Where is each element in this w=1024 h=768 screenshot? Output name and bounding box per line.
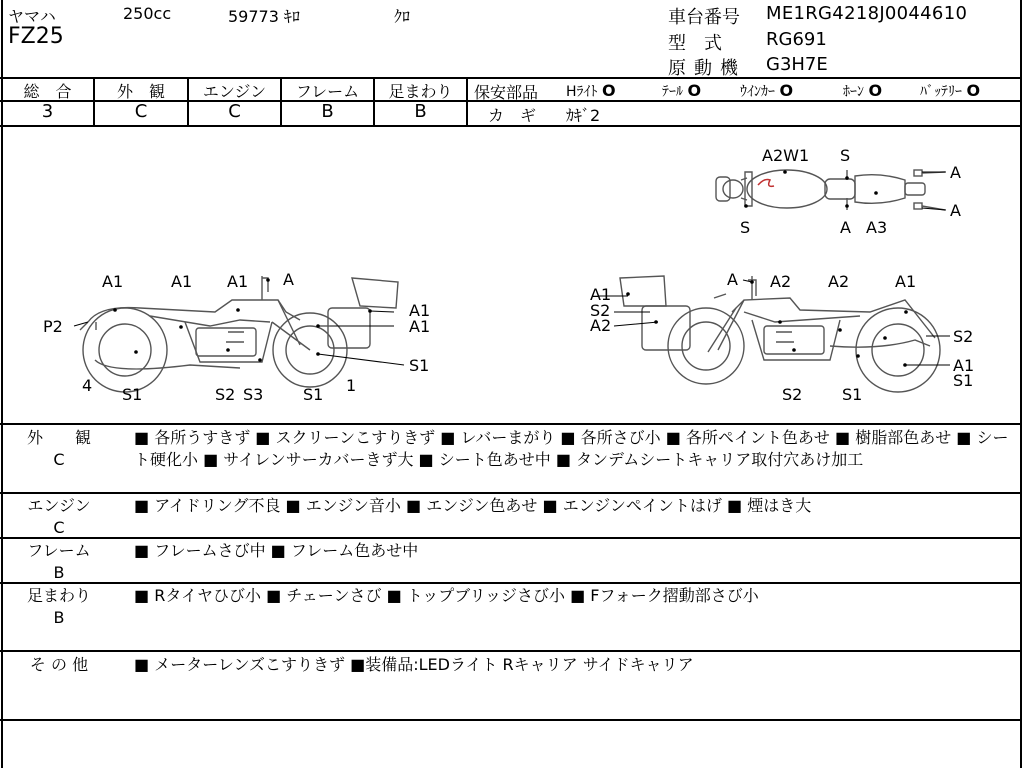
- divider: [0, 650, 1022, 652]
- right-label-s1-r: S1: [953, 371, 974, 390]
- grade-engine-label: エンジン: [202, 82, 267, 101]
- left-label-4: 4: [82, 376, 93, 395]
- engine-label: 原動機: [668, 58, 746, 79]
- left-label-a1-2: A1: [171, 272, 193, 291]
- divider: [466, 77, 468, 125]
- frame-no-label: 車台番号: [668, 7, 740, 28]
- border-right: [1020, 0, 1022, 768]
- engine-code: G3H7E: [766, 54, 828, 75]
- top-label-s: S: [840, 146, 851, 165]
- safety-battery-mark: O: [966, 81, 981, 100]
- safety-winker-label: ｳｲﾝｶｰ: [740, 84, 775, 100]
- safety-headlight-label: Hﾗｲﾄ: [566, 84, 598, 100]
- right-label-a1-tr: A1: [895, 272, 917, 291]
- top-label-a3: A3: [866, 218, 888, 237]
- mileage: 59773 ｷﾛ: [228, 7, 300, 26]
- section-other-title: そ の 他: [29, 655, 89, 674]
- right-label-a1-r: A1: [953, 356, 975, 375]
- section-suspension-grade: B: [53, 608, 65, 627]
- right-label-a2-1: A2: [770, 272, 792, 291]
- maker: ヤマハ: [8, 7, 56, 26]
- displacement: 250cc: [123, 4, 172, 23]
- safety-winker-mark: O: [779, 81, 794, 100]
- safety-battery-label: ﾊﾞｯﾃﾘｰ: [920, 84, 962, 100]
- top-label-s-bottom: S: [740, 218, 751, 237]
- key-label: カ ギ: [488, 106, 537, 125]
- model-code-label: 型 式: [668, 33, 722, 54]
- safety-headlight-mark: O: [601, 81, 616, 100]
- grade-total-value: 3: [41, 101, 54, 122]
- top-label-a-r1: A: [950, 163, 961, 182]
- right-label-s1-b: S1: [842, 385, 863, 404]
- divider: [0, 582, 1022, 584]
- grade-exterior-label: 外 観: [116, 82, 165, 101]
- frame-no: ME1RG4218J0044610: [766, 3, 968, 24]
- left-label-a1-1: A1: [102, 272, 124, 291]
- grade-frame-value: B: [321, 101, 334, 122]
- left-label-s1-r: S1: [409, 356, 430, 375]
- top-view-motorcycle: [716, 170, 945, 210]
- divider: [0, 423, 1022, 425]
- section-engine-title: エンジン: [27, 496, 91, 515]
- divider: [0, 719, 1022, 721]
- safety-battery: [920, 81, 980, 101]
- divider: [0, 492, 1022, 494]
- left-label-a1-r1: A1: [409, 301, 431, 320]
- safety-horn: [843, 81, 882, 101]
- section-suspension-title: 足まわり: [26, 586, 91, 605]
- grade-exterior-value: C: [134, 101, 148, 122]
- left-label-1: 1: [346, 376, 357, 395]
- right-label-a2-2: A2: [828, 272, 850, 291]
- section-frame-grade: B: [53, 563, 65, 582]
- right-label-s2-l: S2: [590, 301, 611, 320]
- safety-tail-mark: O: [687, 81, 702, 100]
- section-frame-title: フレーム: [27, 541, 91, 560]
- damage-diagram: [0, 127, 1020, 422]
- section-engine-grade: C: [53, 518, 65, 537]
- safety-horn-label: ﾎｰﾝ: [843, 84, 864, 100]
- grade-total-label: 総 合: [23, 82, 72, 101]
- right-label-a2-l: A2: [590, 316, 612, 335]
- grade-frame-label: フレーム: [295, 82, 360, 101]
- right-label-s2-b: S2: [782, 385, 803, 404]
- safety-headlight: [566, 81, 616, 101]
- section-frame-text: ■ フレームさび中 ■ フレーム色あせ中: [134, 541, 419, 560]
- safety-label: 保安部品: [474, 83, 539, 102]
- grade-suspension-label: 足まわり: [388, 82, 453, 101]
- grade-suspension-value: B: [414, 101, 427, 122]
- left-label-s1-a: S1: [122, 385, 143, 404]
- right-label-s2-r: S2: [953, 327, 974, 346]
- top-label-a-r2: A: [950, 201, 961, 220]
- left-label-p2: P2: [43, 317, 63, 336]
- right-label-a1-l: A1: [590, 285, 612, 304]
- safety-winker: [740, 81, 793, 101]
- right-view-motorcycle: [620, 276, 940, 392]
- left-label-s2: S2: [215, 385, 236, 404]
- left-view-motorcycle: [80, 276, 398, 392]
- safety-tail-label: ﾃｰﾙ: [662, 84, 683, 100]
- left-label-s1-b: S1: [303, 385, 324, 404]
- top-label-a-bottom: A: [840, 218, 851, 237]
- color: ｸﾛ: [394, 7, 411, 26]
- section-suspension-text: ■ Rタイヤひび小 ■ チェーンさび ■ トップブリッジさび小 ■ Fフォーク摺動部さび小: [134, 586, 759, 605]
- safety-tail: [662, 81, 701, 101]
- key-value: ｶｷﾞ2: [566, 106, 601, 125]
- top-label-a2w1: A2W1: [762, 146, 810, 165]
- left-label-a-mirror: A: [283, 270, 294, 289]
- section-engine-text: ■ アイドリング不良 ■ エンジン音小 ■ エンジン色あせ ■ エンジンペイントはげ ■ 煙はき大: [134, 496, 812, 515]
- section-exterior-text: ■ 各所うすきず ■ スクリーンこすりきず ■ レバーまがり ■ 各所さび小 ■ 各所ペイント色あせ ■ 樹脂部色あせ ■ シート硬化小 ■ サイレンサーカバーきず大 ■ シート色あせ中 ■ タンデムシートキャリア取付穴あけ加工: [134, 428, 1009, 469]
- divider: [0, 537, 1022, 539]
- model-name: FZ25: [8, 24, 64, 49]
- grade-engine-value: C: [228, 101, 241, 122]
- safety-horn-mark: O: [868, 81, 883, 100]
- left-label-a1-3: A1: [227, 272, 249, 291]
- section-exterior-grade: C: [53, 450, 65, 469]
- right-label-a-mirror: A: [727, 270, 738, 289]
- section-exterior-title: 外 観: [26, 428, 91, 447]
- section-other-text: ■ メーターレンズこすりきず ■装備品:LEDライト Rキャリア サイドキャリア: [134, 655, 694, 674]
- model-code: RG691: [766, 29, 827, 50]
- left-label-a1-r2: A1: [409, 317, 431, 336]
- left-label-s3: S3: [243, 385, 264, 404]
